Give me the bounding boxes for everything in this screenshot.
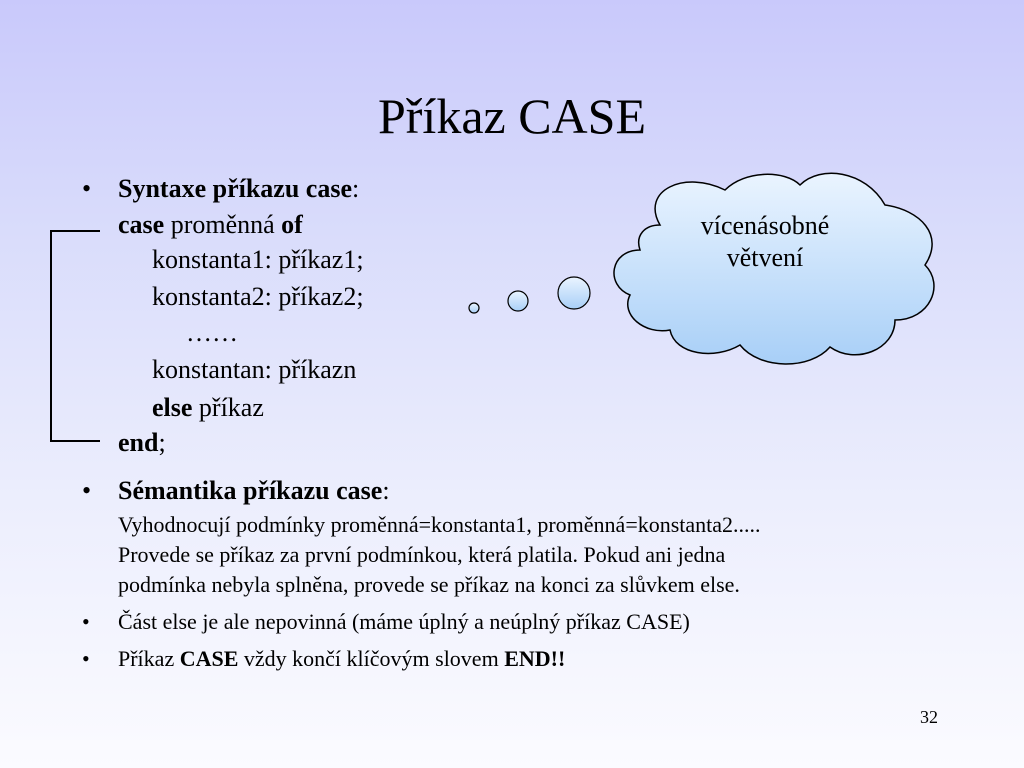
cloud-label-line-2: větvení	[726, 243, 804, 272]
semantics-line-1: Vyhodnocují podmínky proměnná=konstanta1, proměnná=konstanta2.....	[118, 512, 761, 537]
cloud-label	[645, 210, 885, 274]
keyword-else: else	[152, 393, 193, 422]
end-keyword-note	[118, 646, 565, 672]
code-end-line	[118, 428, 166, 458]
slide-title: Příkaz CASE	[377, 88, 647, 144]
note-bold-end: END!!	[504, 646, 566, 671]
bullet-dot: •	[82, 609, 90, 634]
code-line-n: konstantan: příkazn	[152, 355, 357, 384]
bullet-dot: •	[82, 174, 92, 203]
code-line-1: konstanta1: příkaz1;	[152, 245, 364, 274]
bullet-dot: •	[82, 476, 92, 505]
code-line-2: konstanta2: příkaz2;	[152, 282, 364, 311]
code-else-stmt: příkaz	[192, 393, 264, 422]
thought-bubble-large	[558, 277, 590, 309]
thought-bubble-medium	[508, 291, 528, 311]
thought-bubble-small	[469, 303, 479, 313]
code-ellipsis: ……	[186, 318, 238, 347]
syntax-heading: Syntaxe příkazu case	[118, 174, 352, 203]
code-else-line	[152, 393, 264, 423]
code-case-line	[118, 210, 303, 240]
optional-else-text: Část else je ale nepovinná (máme úplný a neúplný příkaz CASE)	[118, 609, 690, 634]
code-variable: proměnná	[164, 210, 282, 239]
semantics-heading-line	[118, 476, 390, 506]
bracket-shape	[50, 230, 100, 442]
keyword-case: case	[118, 210, 165, 239]
keyword-end: end	[118, 428, 159, 457]
note-part-2: vždy končí klíčovým slovem	[238, 646, 505, 671]
semantics-line-3: podmínka nebyla splněna, provede se příkaz na konci za slůvkem else.	[118, 572, 740, 597]
keyword-of: of	[281, 210, 303, 239]
semantics-heading-colon: :	[382, 476, 390, 505]
cloud-label-line-1: vícenásobné	[700, 211, 830, 240]
page-number: 32	[920, 707, 938, 727]
syntax-heading-colon: :	[352, 174, 360, 203]
code-end-semicolon: ;	[158, 428, 166, 457]
bullet-dot: •	[82, 646, 90, 671]
syntax-heading-line	[118, 174, 359, 204]
note-part-1: Příkaz	[118, 646, 180, 671]
note-bold-case: CASE	[179, 646, 239, 671]
semantics-line-2: Provede se příkaz za první podmínkou, která platila. Pokud ani jedna	[118, 542, 726, 567]
semantics-heading: Sémantika příkazu case	[118, 476, 383, 505]
